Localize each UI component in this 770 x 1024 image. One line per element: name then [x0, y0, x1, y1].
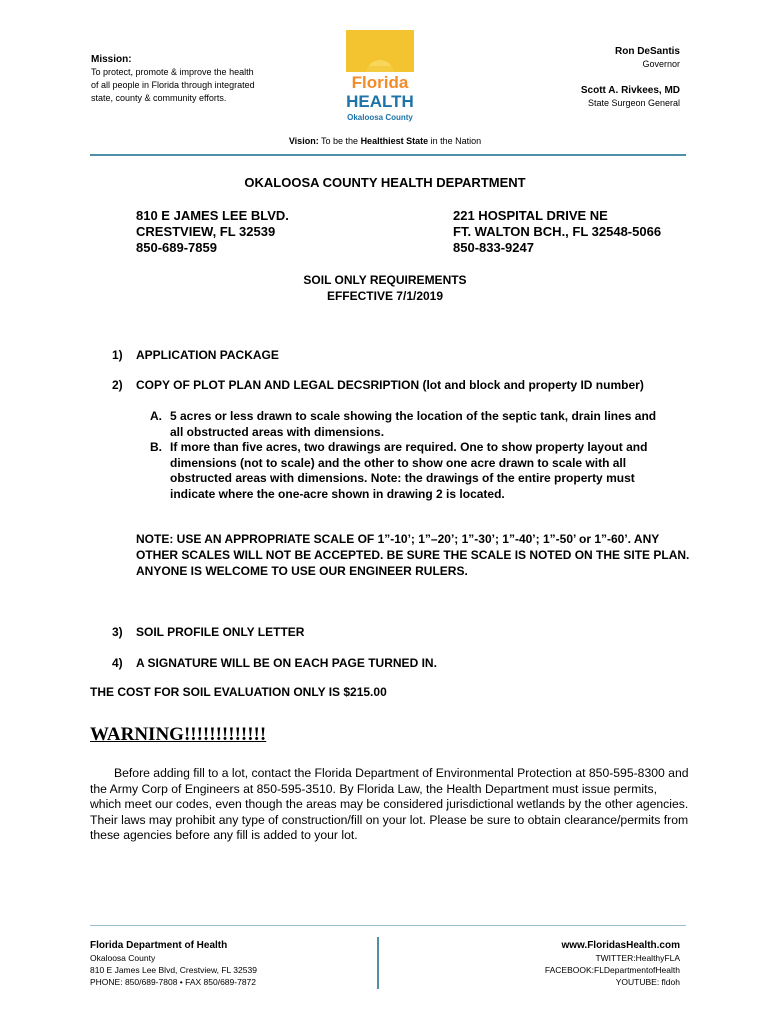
- requirements-heading: [0, 272, 770, 304]
- footer-phone-fax: PHONE: 850/689-7808 • FAX 850/689-7872: [90, 977, 257, 987]
- footer-right: [545, 940, 680, 988]
- scale-note: NOTE: USE AN APPROPRIATE SCALE OF 1”-10’; 1”–20’; 1”-30’; 1”-40’; 1”-50’ or 1”-60’. ANY OTHER SCALES WILL NOT BE ACCEPTED. BE SURE THE SCALE IS NOTED ON THE SITE PLAN. ANYONE IS WELCOME TO USE OUR ENGINEER RULERS.: [136, 532, 690, 578]
- footer-twitter: TWITTER:HealthyFLA: [595, 953, 680, 963]
- sub-item-text: 5 acres or less drawn to scale showing the location of the septic tank, drain lines and all obstructed areas with dimensions.: [170, 409, 657, 439]
- sub-item-a: [150, 409, 670, 440]
- item-number: 3): [112, 625, 123, 639]
- footer-youtube: YOUTUBE: fldoh: [615, 977, 680, 987]
- item-number: 4): [112, 656, 123, 670]
- address-fort-walton: [453, 208, 661, 256]
- item-text: APPLICATION PACKAGE: [136, 348, 279, 362]
- footer-county: Okaloosa County: [90, 953, 156, 963]
- sub-item-letter: B.: [150, 440, 162, 454]
- address-line1: 221 HOSPITAL DRIVE NE: [453, 208, 608, 223]
- item-number: 2): [112, 378, 123, 392]
- footer-facebook: FACEBOOK:FLDepartmentofHealth: [544, 965, 680, 975]
- address-line2: CRESTVIEW, FL 32539: [136, 224, 276, 239]
- vision-bold: Healthiest State: [360, 136, 429, 146]
- footer-divider: [90, 925, 686, 926]
- footer-department: Florida Department of Health: [90, 940, 228, 951]
- address-crestview: [136, 208, 289, 256]
- footer-left: [90, 940, 257, 988]
- effective-date: EFFECTIVE 7/1/2019: [326, 289, 444, 303]
- item-text: SOIL PROFILE ONLY LETTER: [136, 625, 305, 639]
- vision-pre: To be the: [321, 136, 361, 146]
- cost-statement: THE COST FOR SOIL EVALUATION ONLY IS $215.00: [90, 685, 387, 699]
- sub-item-text: If more than five acres, two drawings are required. One to show property layout and dimensions (not to scale) and the other to show one acre drawn to scale with all obstructed areas with dimensions. Note: the drawings of the entire property must indicate where the one-acre shown in drawing 2 is located.: [170, 440, 648, 501]
- vision-statement: Vision: To be the Healthiest State in the Nation: [288, 136, 482, 146]
- logo-line3: Okaloosa County: [347, 113, 413, 122]
- sub-item-b: [150, 440, 670, 502]
- list-item-1: [90, 348, 690, 364]
- address-line2: FT. WALTON BCH., FL 32548-5066: [453, 224, 662, 239]
- item-number: 1): [112, 348, 123, 362]
- footer-vertical-divider: [377, 937, 379, 989]
- requirements-title: SOIL ONLY REQUIREMENTS: [303, 273, 467, 287]
- list-item-2: [90, 378, 690, 394]
- mission-text: To protect, promote & improve the health of all people in Florida through integrated state, county & community efforts.: [91, 67, 255, 103]
- list-item-3: [90, 625, 690, 641]
- mission-label: Mission: [91, 54, 129, 65]
- vision-label: Vision: [288, 136, 316, 146]
- address-line1: 810 E JAMES LEE BLVD.: [136, 208, 289, 223]
- logo-graphic-icon: [346, 30, 414, 126]
- officials-block: [581, 45, 680, 110]
- header-divider: [90, 154, 686, 156]
- item-text: A SIGNATURE WILL BE ON EACH PAGE TURNED IN.: [136, 656, 437, 670]
- address-phone: 850-689-7859: [136, 240, 217, 255]
- footer-address: 810 E James Lee Blvd, Crestview, FL 32539: [90, 965, 257, 975]
- footer-website: www.FloridasHealth.com: [561, 940, 680, 951]
- warning-paragraph: Before adding fill to a lot, contact the Florida Department of Environmental Protection at 850-595-8300 and the Army Corp of Engineers at 850-595-3510. By Florida Law, the Health Department must issue permits, which meet our codes, even though the areas may be considered jurisdictional wetlands by the other agencies. Their laws may prohibit any type of construction/fill on your lot. Please be sure to obtain clearance/permits from these agencies before any fill is added to your lot.: [90, 766, 689, 843]
- logo-line2: HEALTH: [346, 92, 414, 111]
- sub-item-letter: A.: [150, 409, 162, 423]
- warning-title: WARNING!!!!!!!!!!!!!: [90, 724, 267, 745]
- vision-post: in the Nation: [428, 136, 482, 146]
- address-phone: 850-833-9247: [453, 240, 534, 255]
- florida-health-logo: [346, 30, 414, 126]
- list-item-4: [90, 656, 690, 672]
- governor-name: Ron DeSantis: [614, 46, 680, 57]
- governor-title: Governor: [642, 59, 680, 69]
- logo-line1: Florida: [351, 73, 409, 92]
- department-title: OKALOOSA COUNTY HEALTH DEPARTMENT: [244, 175, 526, 190]
- surgeon-title: State Surgeon General: [587, 98, 680, 108]
- surgeon-name: Scott A. Rivkees, MD: [580, 85, 680, 96]
- mission-block: Mission: To protect, promote & improve the health of all people in Florida through integrated state, county & community efforts.: [91, 53, 261, 105]
- item-text: COPY OF PLOT PLAN AND LEGAL DECSRIPTION (lot and block and property ID number): [136, 378, 644, 392]
